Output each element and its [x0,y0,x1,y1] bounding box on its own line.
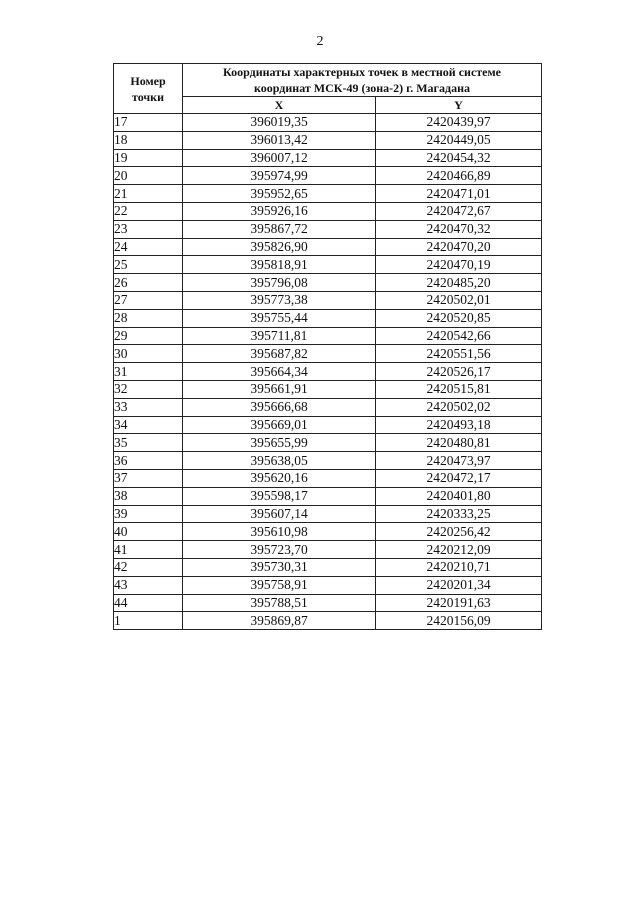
table-body [114,114,542,630]
table-row [114,541,542,559]
x-coordinate-cell: 395711,81 [183,327,376,345]
table-row [114,274,542,292]
x-coordinate-cell: 395610,98 [183,523,376,541]
y-coordinate-cell: 2420470,32 [376,220,542,238]
x-coordinate-cell: 396007,12 [183,149,376,167]
x-column-header: X [183,97,376,114]
x-coordinate-cell: 396019,35 [183,114,376,132]
y-coordinate-cell: 2420502,01 [376,291,542,309]
table-row [114,256,542,274]
table-row [114,363,542,381]
y-coordinate-cell: 2420470,20 [376,238,542,256]
point-number-header [114,64,183,114]
table-row [114,202,542,220]
y-coordinate-cell: 2420201,34 [376,576,542,594]
table-row [114,594,542,612]
point-number-cell: 38 [114,487,183,505]
table-row [114,220,542,238]
x-coordinate-cell: 395867,72 [183,220,376,238]
y-coordinate-cell: 2420333,25 [376,505,542,523]
y-coordinate-cell: 2420493,18 [376,416,542,434]
point-number-cell: 40 [114,523,183,541]
table-row [114,185,542,203]
x-coordinate-cell: 395607,14 [183,505,376,523]
table-row [114,114,542,132]
point-number-header-line2: точки [131,89,165,104]
table-row [114,238,542,256]
x-coordinate-cell: 395758,91 [183,576,376,594]
point-number-cell: 25 [114,256,183,274]
y-coordinate-cell: 2420526,17 [376,363,542,381]
point-number-cell: 17 [114,114,183,132]
table-row [114,345,542,363]
point-number-cell: 31 [114,363,183,381]
y-coordinate-cell: 2420439,97 [376,114,542,132]
x-coordinate-cell: 395598,17 [183,487,376,505]
point-number-cell: 24 [114,238,183,256]
point-number-cell: 42 [114,558,183,576]
point-number-cell: 44 [114,594,183,612]
x-coordinate-cell: 395669,01 [183,416,376,434]
y-coordinate-cell: 2420480,81 [376,434,542,452]
point-number-cell: 21 [114,185,183,203]
point-number-cell: 36 [114,452,183,470]
x-coordinate-cell: 395755,44 [183,309,376,327]
coordinates-header [183,64,542,97]
table-row [114,149,542,167]
x-coordinate-cell: 395869,87 [183,612,376,630]
x-coordinate-cell: 395687,82 [183,345,376,363]
y-coordinate-cell: 2420515,81 [376,380,542,398]
x-coordinate-cell: 395788,51 [183,594,376,612]
y-coordinate-cell: 2420466,89 [376,167,542,185]
y-coordinate-cell: 2420542,66 [376,327,542,345]
table-row [114,131,542,149]
point-number-cell: 33 [114,398,183,416]
y-coordinate-cell: 2420454,32 [376,149,542,167]
coordinates-header-line1: Координаты характерных точек в местной системе [223,65,501,79]
x-coordinate-cell: 395620,16 [183,469,376,487]
point-number-cell: 30 [114,345,183,363]
y-coordinate-cell: 2420472,17 [376,469,542,487]
y-coordinate-cell: 2420210,71 [376,558,542,576]
point-number-header-line1: Номер [130,73,166,88]
table-row [114,327,542,345]
page-number: 2 [316,34,324,49]
y-coordinate-cell: 2420502,02 [376,398,542,416]
table-row [114,558,542,576]
y-coordinate-cell: 2420156,09 [376,612,542,630]
point-number-cell: 28 [114,309,183,327]
x-coordinate-cell: 395773,38 [183,291,376,309]
y-coordinate-cell: 2420485,20 [376,274,542,292]
x-coordinate-cell: 395664,34 [183,363,376,381]
y-coordinate-cell: 2420472,67 [376,202,542,220]
x-coordinate-cell: 395974,99 [183,167,376,185]
x-coordinate-cell: 395730,31 [183,558,376,576]
x-coordinate-cell: 395666,68 [183,398,376,416]
header-row [114,64,542,97]
y-coordinate-cell: 2420212,09 [376,541,542,559]
y-coordinate-cell: 2420256,42 [376,523,542,541]
x-coordinate-cell: 395638,05 [183,452,376,470]
y-coordinate-cell: 2420471,01 [376,185,542,203]
table-row [114,452,542,470]
x-coordinate-cell: 395818,91 [183,256,376,274]
y-coordinate-cell: 2420551,56 [376,345,542,363]
x-coordinate-cell: 395796,08 [183,274,376,292]
table-row [114,309,542,327]
table-row [114,505,542,523]
point-number-cell: 39 [114,505,183,523]
y-coordinate-cell: 2420449,05 [376,131,542,149]
point-number-cell: 22 [114,202,183,220]
point-number-cell: 26 [114,274,183,292]
y-coordinate-cell: 2420473,97 [376,452,542,470]
point-number-cell: 43 [114,576,183,594]
table-row [114,523,542,541]
point-number-cell: 18 [114,131,183,149]
table-row [114,469,542,487]
x-coordinate-cell: 396013,42 [183,131,376,149]
point-number-cell: 1 [114,612,183,630]
x-coordinate-cell: 395661,91 [183,380,376,398]
y-coordinate-cell: 2420520,85 [376,309,542,327]
table-row [114,487,542,505]
table-row [114,380,542,398]
x-coordinate-cell: 395952,65 [183,185,376,203]
x-coordinate-cell: 395926,16 [183,202,376,220]
x-coordinate-cell: 395655,99 [183,434,376,452]
table-row [114,434,542,452]
y-coordinate-cell: 2420470,19 [376,256,542,274]
x-coordinate-cell: 395826,90 [183,238,376,256]
coordinates-header-line2: координат МСК-49 (зона-2) г. Магадана [254,81,470,95]
table-row [114,416,542,434]
point-number-cell: 23 [114,220,183,238]
point-number-cell: 41 [114,541,183,559]
point-number-cell: 37 [114,469,183,487]
y-column-header: Y [376,97,542,114]
point-number-cell: 19 [114,149,183,167]
table-row [114,612,542,630]
point-number-cell: 20 [114,167,183,185]
table-row [114,167,542,185]
point-number-cell: 27 [114,291,183,309]
coordinates-table [113,63,542,630]
y-coordinate-cell: 2420191,63 [376,594,542,612]
point-number-cell: 29 [114,327,183,345]
x-coordinate-cell: 395723,70 [183,541,376,559]
point-number-cell: 34 [114,416,183,434]
table-row [114,576,542,594]
y-coordinate-cell: 2420401,80 [376,487,542,505]
point-number-cell: 35 [114,434,183,452]
table-row [114,398,542,416]
point-number-cell: 32 [114,380,183,398]
table-row [114,291,542,309]
table-header [114,64,542,114]
